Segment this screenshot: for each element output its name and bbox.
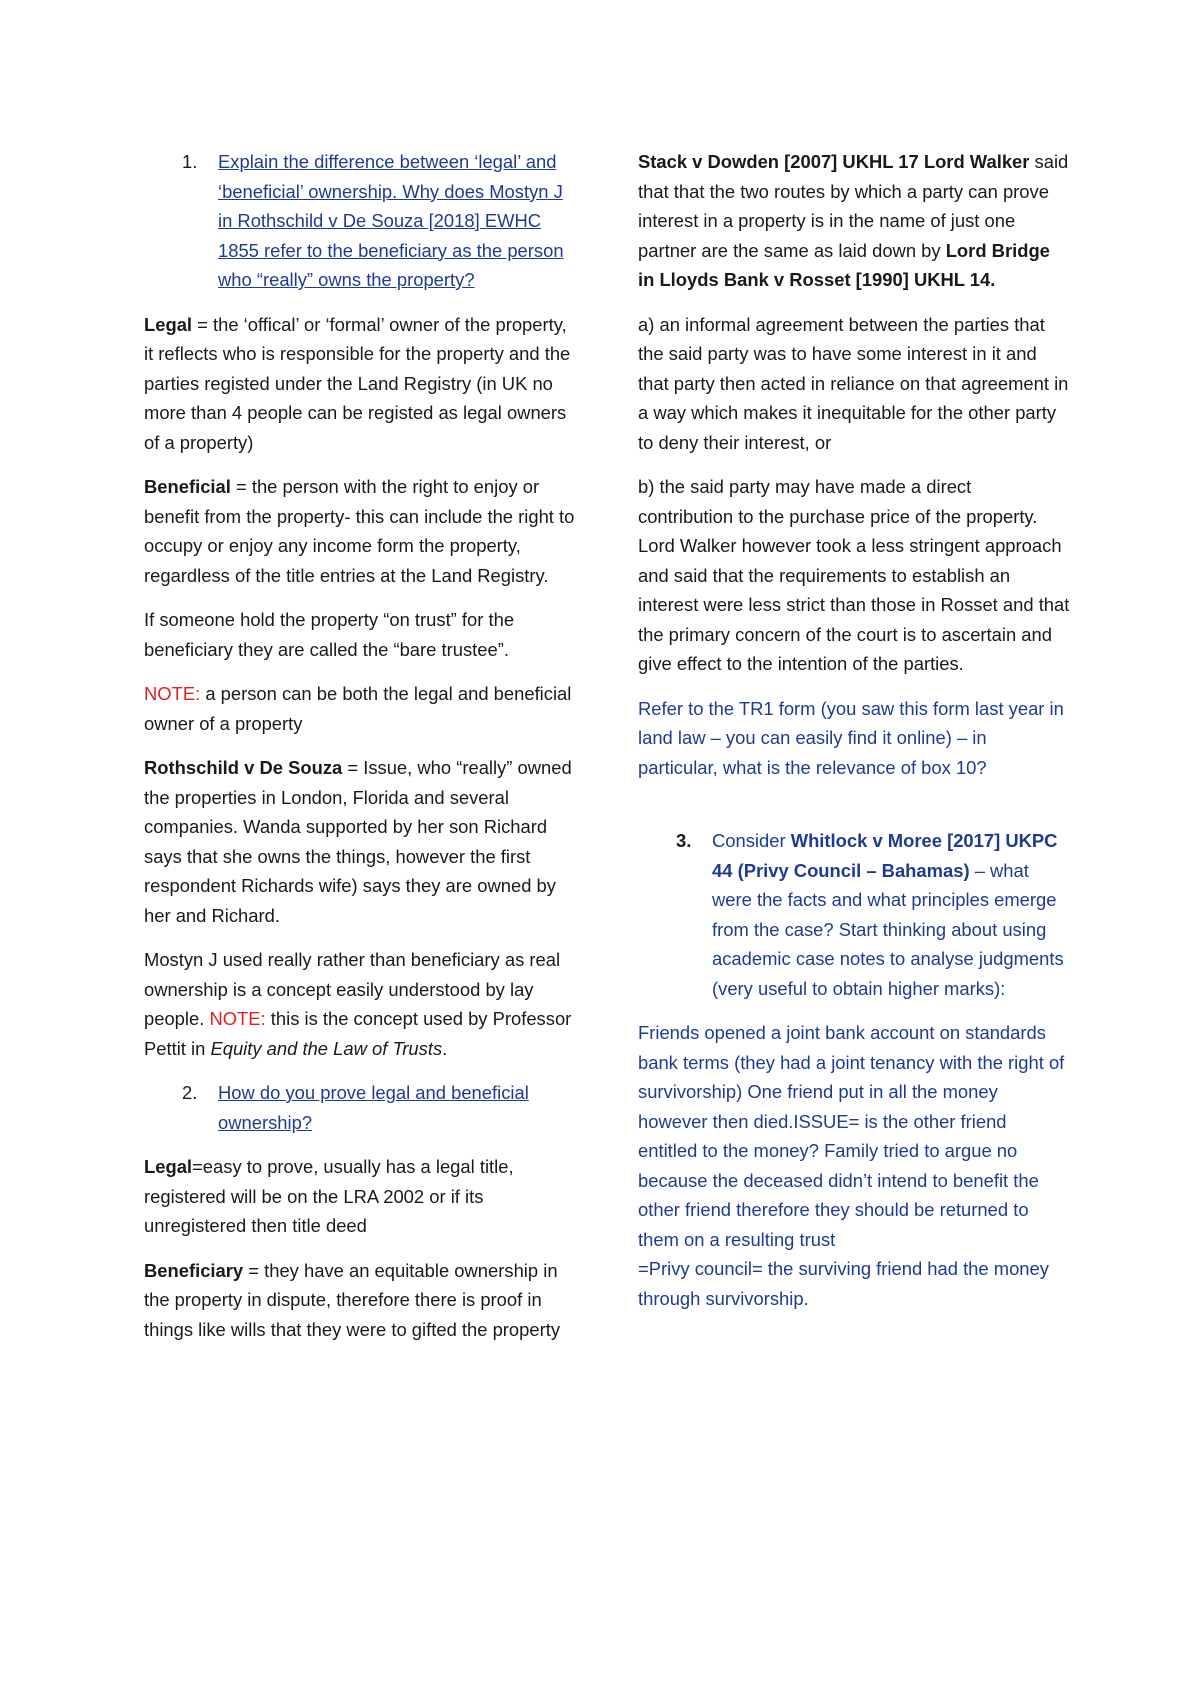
friends-facts-paragraph [638, 1018, 1070, 1313]
tr1-form-paragraph: Refer to the TR1 form (you saw this form last year in land law – you can easily find it online) – in particular, what is the relevance of box 10? [638, 697, 1064, 778]
left-column [144, 147, 576, 1359]
question-3-pre: Consider [712, 830, 791, 851]
rothschild-paragraph [144, 753, 576, 930]
book-title: Equity and the Law of Trusts [210, 1037, 443, 1059]
mostyn-paragraph [144, 945, 576, 1063]
route-b-paragraph: b) the said party may have made a direct contribution to the purchase price of the property. Lord Walker however took a less stringent approach and said that the requirements to establish an interest were less strict than those in Rosset and that the primary concern of the court is to ascertain and give effect to the intention of the parties. [638, 476, 1070, 674]
question-2 [144, 1078, 576, 1137]
rothschild-text: = Issue, who “really” owned the properties in London, Florida and several companies. Wanda supported by her son Richard says that she owns the things, however the first respondent Richards wife) says they are owned by her and Richard. [144, 757, 572, 926]
note-label: NOTE: [209, 1008, 266, 1029]
beneficial-definition [144, 472, 576, 590]
term-beneficial: Beneficial [144, 476, 231, 497]
beneficial-definition-text: = the person with the right to enjoy or benefit from the property- this can include the right to occupy or enjoy any income form the property, regardless of the title entries at the Land Registry. [144, 476, 575, 586]
stack-dowden-paragraph [638, 147, 1070, 295]
mostyn-text-1: Mostyn J used really rather than beneficiary as real ownership is a concept easily understood by lay people. [144, 949, 561, 1029]
note-text: a person can be both the legal and beneficial owner of a property [144, 683, 572, 734]
question-number: 1. [182, 151, 198, 172]
beneficiary-proof-text: = they have an equitable ownership in the property in dispute, therefore there is proof in things like wills that they were to gifted the property [144, 1259, 561, 1340]
question-1-text: Explain the difference between ‘legal’ and ‘beneficial’ ownership. Why does Mostyn J in Rothschild v De Souza [2018] EWHC 1855 refer to the beneficiary as the person who “really” owns the property? [218, 151, 564, 290]
question-number: 3. [676, 830, 692, 851]
beneficiary-proof-paragraph [144, 1256, 576, 1345]
question-1 [144, 147, 576, 295]
stack-text: said that that the two routes by which a party can prove interest in a property is in the name of just one partner are the same as laid down by [638, 151, 1069, 261]
note-label: NOTE: [144, 683, 201, 704]
case-stack-dowden: Stack v Dowden [2007] UKHL 17 Lord Walker [638, 151, 1030, 172]
question-3-text [712, 826, 1070, 1003]
mostyn-text-3: . [442, 1037, 448, 1059]
right-column [638, 147, 1070, 1313]
bare-trustee-paragraph: If someone hold the property “on trust” for the beneficiary they are called the “bare trustee”. [144, 609, 515, 660]
term-beneficiary: Beneficiary [144, 1259, 244, 1281]
term-legal: Legal [144, 313, 193, 335]
question-3 [638, 826, 1070, 1003]
friends-facts-text: Friends opened a joint bank account on standards bank terms (they had a joint tenancy with the right of survivorship) One friend put in all the money however then died.ISSUE= is the other friend entitled to the money? Family tried to argue no because the deceased didn’t intend to benefit the other friend therefore they should be returned to them on a resulting trust [638, 1022, 1065, 1250]
legal-proof-paragraph [144, 1152, 576, 1241]
question-2-text: How do you prove legal and beneficial ownership? [218, 1082, 529, 1133]
case-lloyds-rosset: Lord Bridge in Lloyds Bank v Rosset [1990] UKHL 14. [638, 239, 1050, 290]
legal-definition [144, 310, 576, 458]
note-paragraph [144, 679, 576, 738]
mostyn-text-2: this is the concept used by Professor Pettit in [144, 1008, 572, 1059]
route-a-paragraph: a) an informal agreement between the parties that the said party was to have some interest in it and that party then acted in reliance on that agreement in a way which makes it inequitable for the other party to deny their interest, or [638, 313, 1069, 453]
term-legal: Legal [144, 1156, 193, 1177]
question-number: 2. [182, 1082, 198, 1103]
case-whitlock-moree: Whitlock v Moree [2017] UKPC 44 (Privy Council – Bahamas) [712, 830, 1058, 881]
question-3-post: – what were the facts and what principles emerge from the case? Start thinking about using academic case notes to analyse judgments (very useful to obtain higher marks): [712, 859, 1064, 999]
privy-council-text: =Privy council= the surviving friend had the money through survivorship. [638, 1258, 1049, 1309]
legal-proof-text: =easy to prove, usually has a legal title, registered will be on the LRA 2002 or if its unregistered then title deed [144, 1156, 514, 1236]
case-rothschild: Rothschild v De Souza [144, 757, 343, 778]
legal-definition-text: = the ‘offical’ or ‘formal’ owner of the property, it reflects who is responsible for the property and the parties registed under the Land Registry (in UK no more than 4 people can be registed as legal owners of a property) [144, 313, 571, 453]
